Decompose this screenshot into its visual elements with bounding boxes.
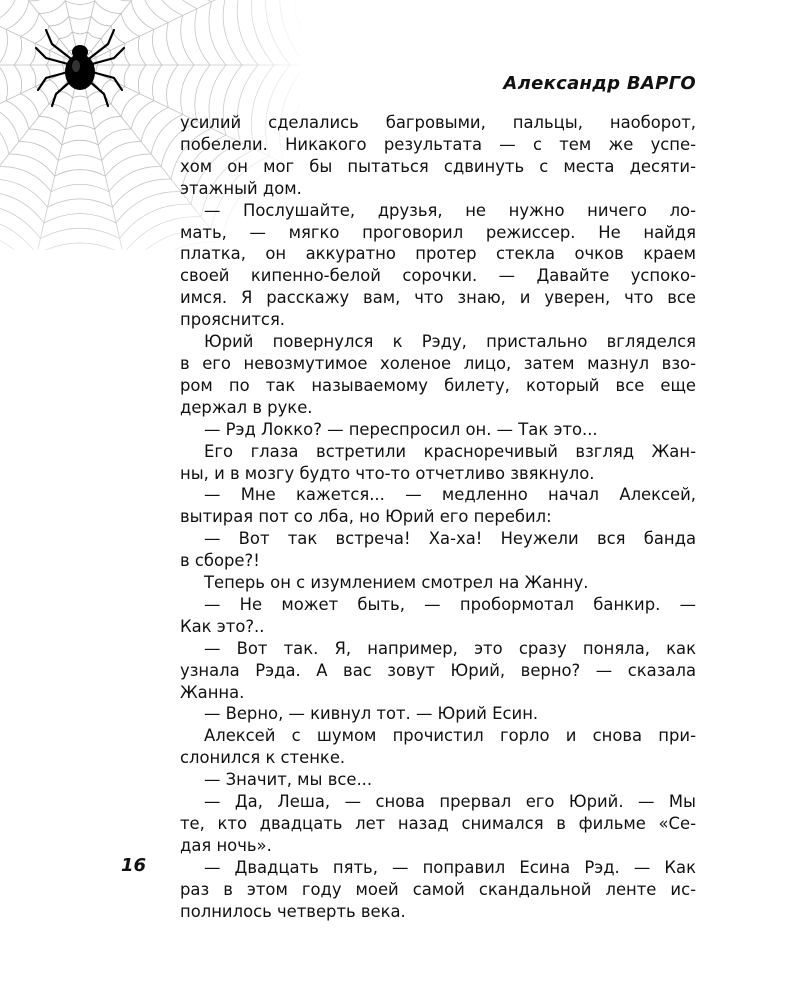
text-line: Теперь он с изумлением смотрел на Жанну. xyxy=(204,573,589,593)
text-line: в сборе?! xyxy=(180,551,260,571)
text-line: раз в этом году моей самой скандальной ленте ис- xyxy=(180,879,696,899)
text-line: Его глаза встретили красноречивый взгляд Жан- xyxy=(204,441,696,461)
text-line: вытирая пот со лба, но Юрий его перебил: xyxy=(180,507,552,527)
text-line: полнилось четверть века. xyxy=(180,901,406,921)
text-line: Как это?.. xyxy=(180,616,265,636)
text-line: имся. Я расскажу вам, что знаю, и уверен, что все xyxy=(180,288,696,308)
text-line: ны, и в мозгу будто что-то отчетливо звякнуло. xyxy=(180,463,595,483)
text-line: — Рэд Локко? — переспросил он. — Так это... xyxy=(204,419,598,439)
text-line: — Верно, — кивнул тот. — Юрий Есин. xyxy=(204,704,539,724)
text-line: — Вот так встреча! Ха-ха! Неужели вся банда xyxy=(204,529,696,549)
text-line: платка, он аккуратно протер стекла очков краем xyxy=(180,244,696,264)
text-line: ром по так называемому билету, который все еще xyxy=(180,375,696,395)
text-line: дая ночь». xyxy=(180,835,272,855)
page-number: 16 xyxy=(121,855,147,876)
text-line: Жанна. xyxy=(180,682,245,702)
text-line: — Значит, мы все... xyxy=(204,770,373,790)
text-line: — Не может быть, — пробормотал банкир. — xyxy=(204,594,696,614)
text-line: побелели. Никакого результата — с тем же успе- xyxy=(180,134,696,154)
text-line: своей кипенно-белой сорочки. — Давайте успоко- xyxy=(180,266,696,286)
text-line: слонился к стенке. xyxy=(180,748,346,768)
body-text xyxy=(180,112,696,923)
text-line: Юрий повернулся к Рэду, пристально вгляделся xyxy=(204,332,696,352)
text-line: те, кто двадцать лет назад снимался в фильме «Се- xyxy=(180,814,696,833)
text-line: — Вот так. Я, например, это сразу поняла, как xyxy=(204,638,696,658)
text-line: этажный дом. xyxy=(180,178,302,198)
text-line: узнала Рэда. А вас зовут Юрий, верно? — сказала xyxy=(180,660,696,680)
text-line: держал в руке. xyxy=(180,397,313,417)
text-line: Алексей с шумом прочистил горло и снова при- xyxy=(204,726,696,746)
text-line: — Двадцать пять, — поправил Есина Рэд. — Как xyxy=(204,857,696,877)
text-line: — Послушайте, друзья, не нужно ничего ло- xyxy=(204,200,696,220)
text-line: — Мне кажется... — медленно начал Алексей, xyxy=(204,485,696,505)
text-line: прояснится. xyxy=(180,310,286,330)
text-line: мать, — мягко проговорил режиссер. Не найдя xyxy=(180,222,696,242)
text-line: усилий сделались багровыми, пальцы, наоборот, xyxy=(180,113,696,132)
text-line: хом он мог бы пытаться сдвинуть с места десяти- xyxy=(180,156,696,176)
text-line: — Да, Леша, — снова прервал его Юрий. — Мы xyxy=(204,792,696,812)
running-head: Александр ВАРГО xyxy=(503,73,696,94)
text-line: в его невозмутимое холеное лицо, затем мазнул взо- xyxy=(180,353,696,373)
